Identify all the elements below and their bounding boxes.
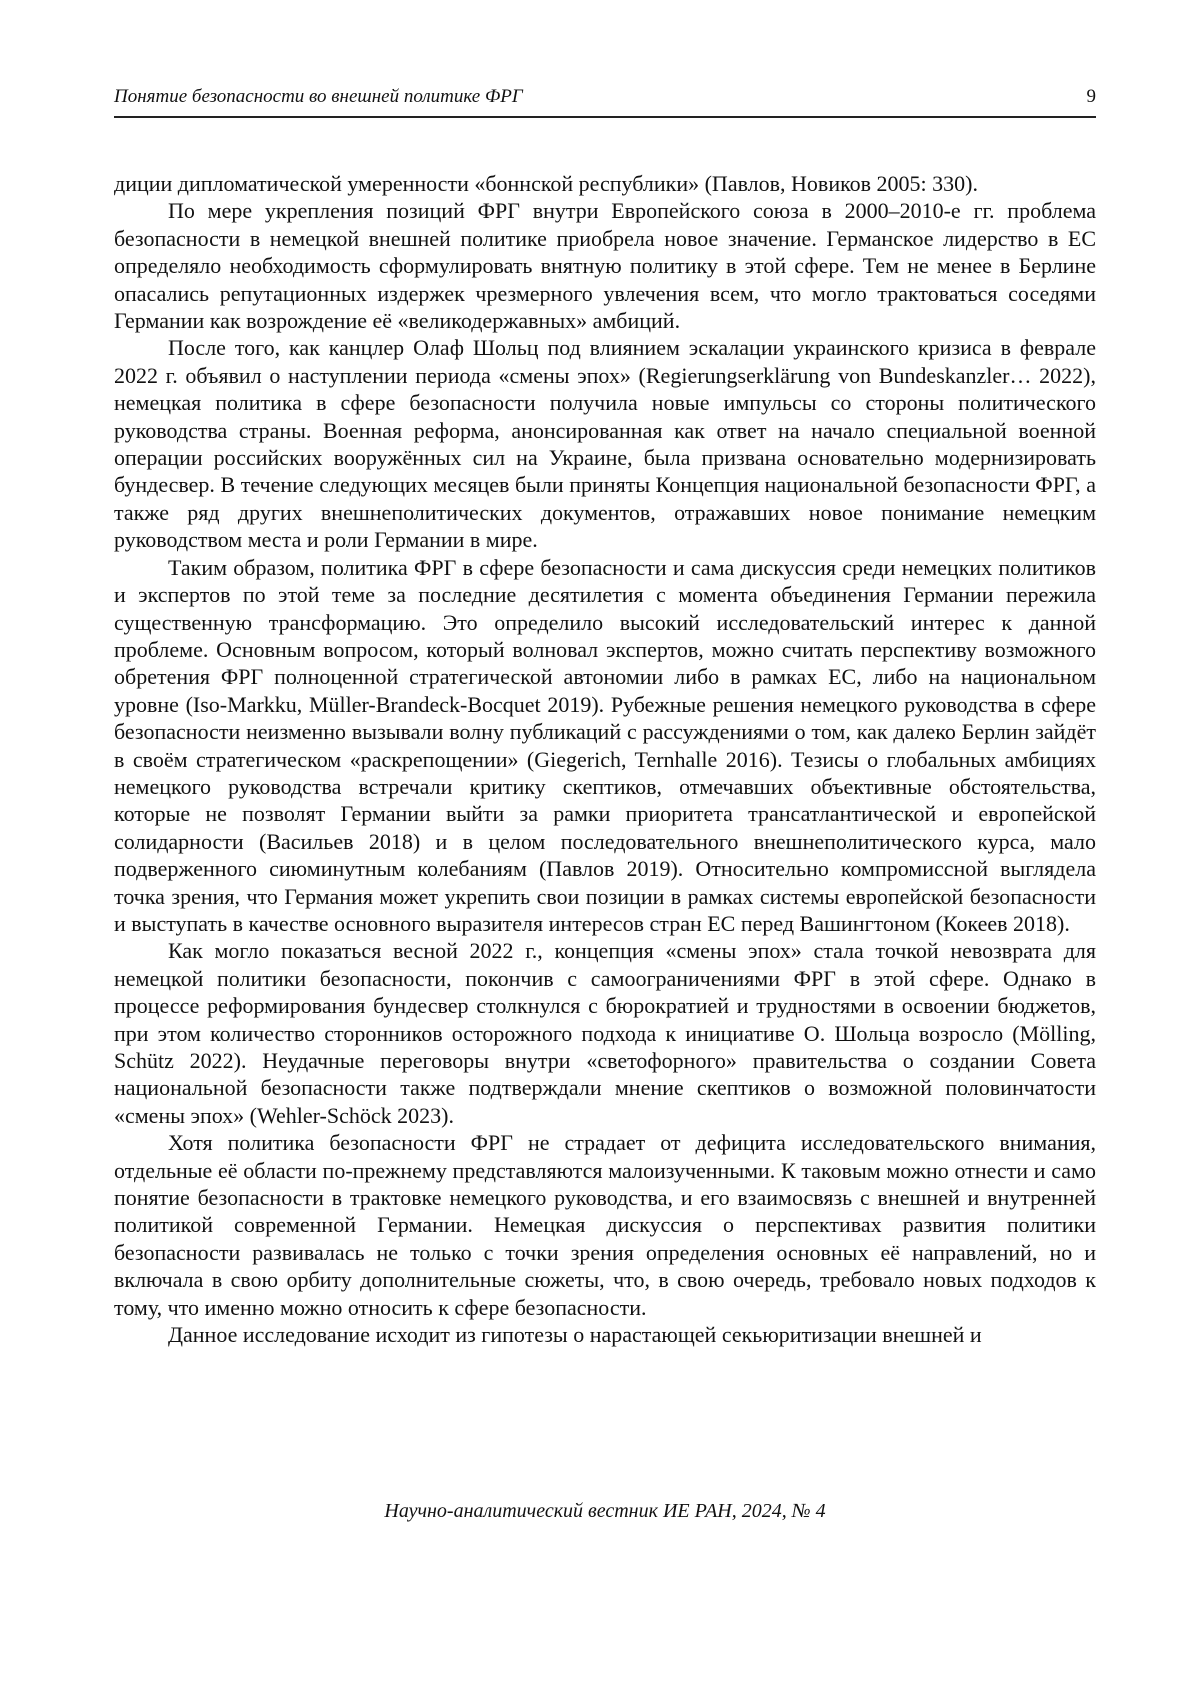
- running-header: [114, 84, 1096, 118]
- paragraph: По мере укрепления позиций ФРГ внутри Европейского союза в 2000–2010-е гг. проблема безопасности в немецкой внешней политике приобрела новое значение. Германское лидерство в ЕС определяло необходимость сформулировать внятную политику в этой сфере. Тем не менее в Берлине опасались репутационных издержек чрезмерного увлечения всем, что могло трактоваться соседями Германии как возрождение её «великодержавных» амбиций.: [114, 198, 1096, 334]
- journal-footer: Научно-аналитический вестник ИЕ РАН, 2024, № 4: [384, 1500, 826, 1522]
- paragraph: Хотя политика безопасности ФРГ не страдает от дефицита исследовательского внимания, отдельные её области по-прежнему представляются малоизученными. К таковым можно отнести и само понятие безопасности в трактовке немецкого руководства, и его взаимосвязь с внешней и внутренней политикой современной Германии. Немецкая дискуссия о перспективах развития политики безопасности развивалась не только с точки зрения определения основных её направлений, но и включала в свою орбиту дополнительные сюжеты, что, в свою очередь, требовало новых подходов к тому, что именно можно относить к сфере безопасности.: [114, 1130, 1096, 1320]
- paragraph-continuation: диции дипломатической умеренности «боннской республики» (Павлов, Новиков 2005: 330).: [114, 171, 978, 196]
- page-number: 9: [1086, 86, 1096, 107]
- article-body: [114, 170, 1096, 1348]
- paragraph: Таким образом, политика ФРГ в сфере безопасности и сама дискуссия среди немецких политиков и экспертов по этой теме за последние десятилетия с момента объединения Германии пережила существенную трансформацию. Это определило высокий исследовательский интерес к данной проблеме. Основным вопросом, который волновал экспертов, можно считать перспективу возможного обретения ФРГ полноценной стратегической автономии либо в рамках ЕС, либо на национальном уровне (Iso-Markku, Müller-Brandeck-Bocquet 2019). Рубежные решения немецкого руководства в сфере безопасности неизменно вызывали волну публикаций с рассуждениями о том, как далеко Берлин зайдёт в своём стратегическом «раскрепощении» (Giegerich, Ternhalle 2016). Тезисы о глобальных амбициях немецкого руководства встречали критику скептиков, отмечавших объективные обстоятельства, которые не позволят Германии выйти за рамки приоритета трансатлантической и европейской солидарности (Васильев 2018) и в целом последовательного внешнеполитического курса, мало подверженного сиюминутным колебаниям (Павлов 2019). Относительно компромиссной выглядела точка зрения, что Германия может укрепить свои позиции в рамках системы европейской безопасности и выступать в качестве основного выразителя интересов стран ЕС перед Вашингтоном (Кокеев 2018).: [114, 554, 1096, 936]
- paragraph: Как могло показаться весной 2022 г., концепция «смены эпох» стала точкой невозврата для немецкой политики безопасности, покончив с самоограничениями ФРГ в этой сфере. Однако в процессе реформирования бундесвер столкнулся с бюрократией и трудностями в освоении бюджетов, при этом количество сторонников осторожного подхода к инициативе О. Шольца возросло (Mölling, Schütz 2022). Неудачные переговоры внутри «светофорного» правительства о создании Совета национальной безопасности также подтверждали мнение скептиков о возможной половинчатости «смены эпох» (Wehler-Schöck 2023).: [114, 938, 1096, 1128]
- paragraph: Данное исследование исходит из гипотезы о нарастающей секьюритизации внешней и: [168, 1322, 982, 1348]
- running-title: Понятие безопасности во внешней политике ФРГ: [114, 86, 523, 107]
- paragraph: После того, как канцлер Олаф Шольц под влиянием эскалации украинского кризиса в феврале 2022 г. объявил о наступлении периода «смены эпох» (Regierungserklärung von Bundeskanzler… 2022), немецкая политика в сфере безопасности получила новые импульсы со стороны политического руководства страны. Военная реформа, анонсированная как ответ на начало специальной военной операции российских вооружённых сил на Украине, была призвана основательно модернизировать бундесвер. В течение следующих месяцев были приняты Концепция национальной безопасности ФРГ, а также ряд других внешнеполитических документов, отражавших новое понимание немецким руководством места и роли Германии в мире.: [114, 335, 1096, 553]
